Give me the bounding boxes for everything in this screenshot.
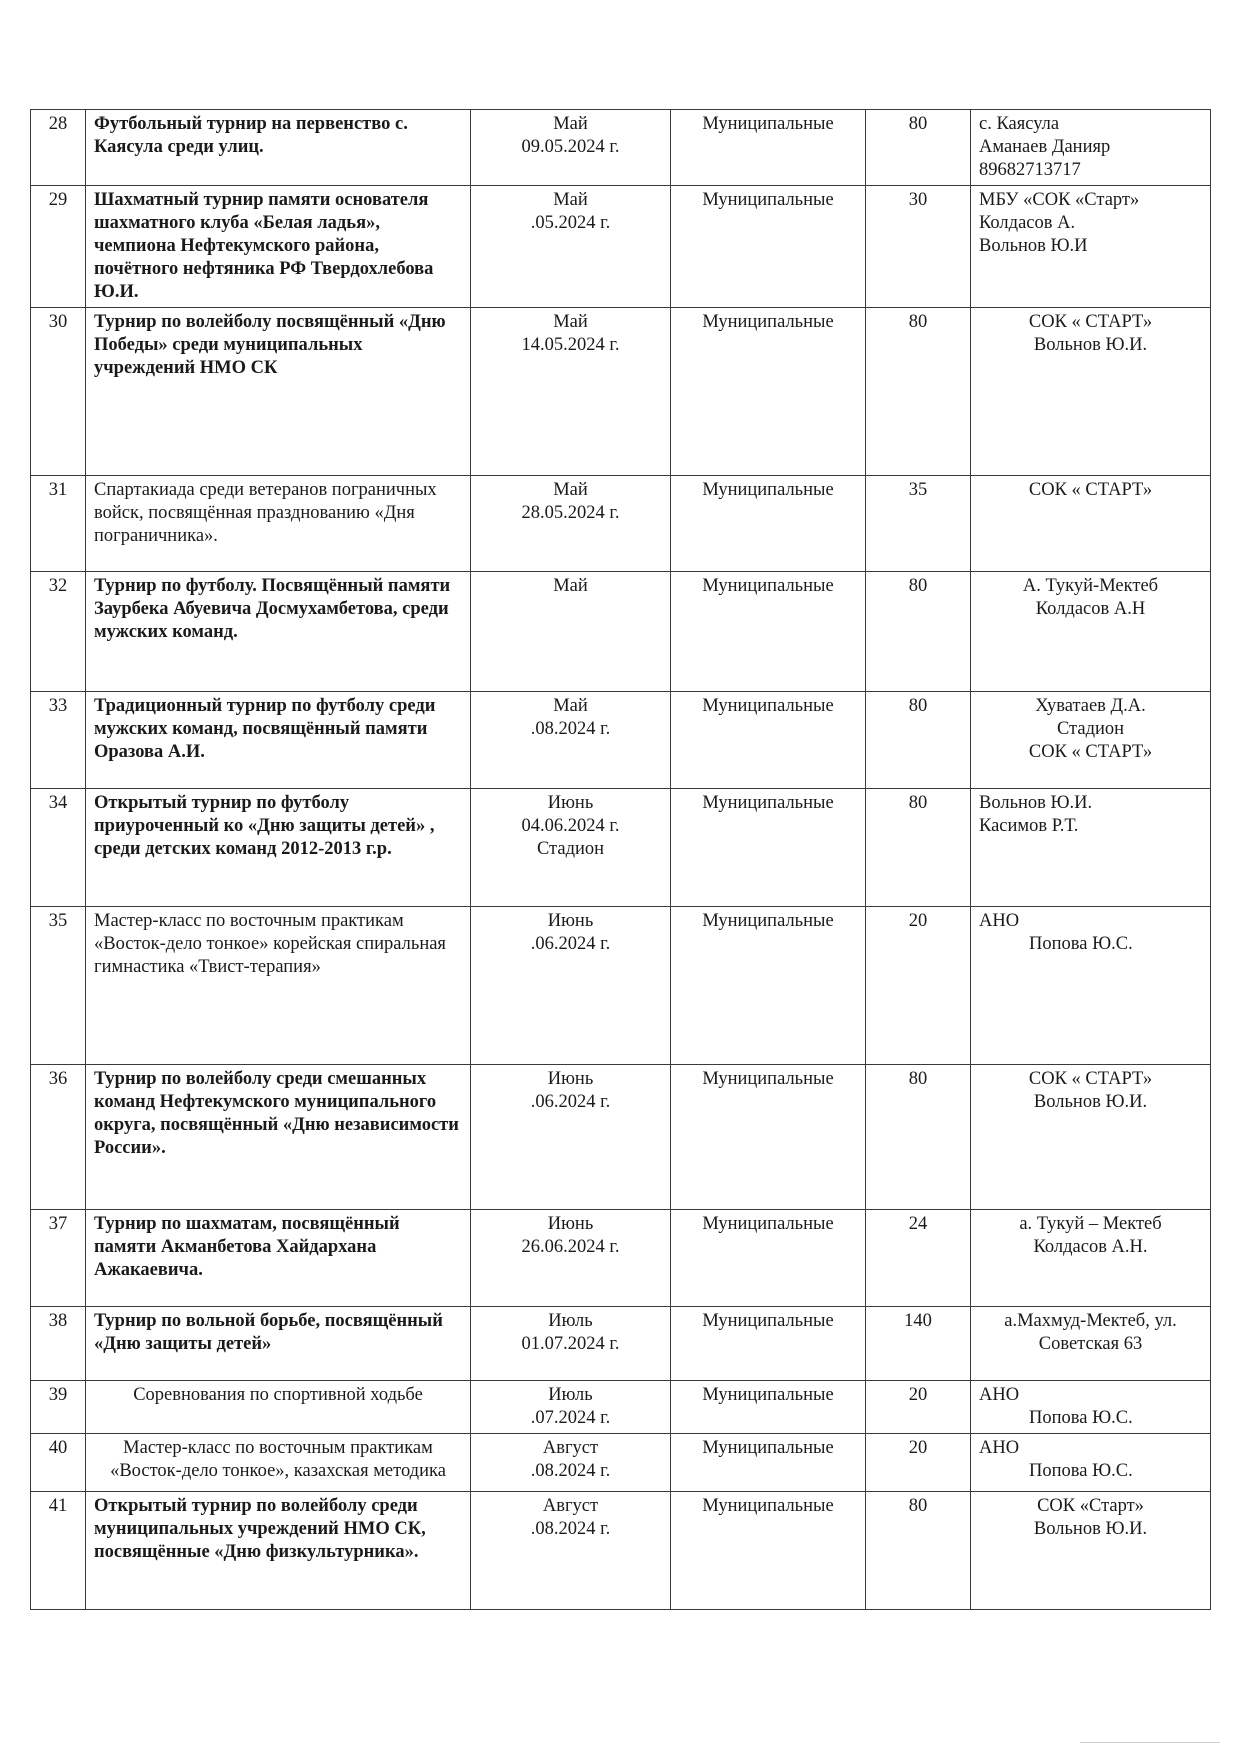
organizer-line: МБУ «СОК «Старт» <box>979 190 1140 210</box>
event-name-cell: Шахматный турнир памяти основателя шахматного клуба «Белая ладья», чемпиона Нефтекумского района, почётного нефтяника РФ Твердохлебова Ю.И. <box>86 186 471 308</box>
date-line: 26.06.2024 г. <box>521 1237 620 1257</box>
event-name-cell: Соревнования по спортивной ходьбе <box>86 1381 471 1434</box>
event-name-cell: Турнир по футболу. Посвящённый памяти Заурбека Абуевича Досмухамбетова, среди мужских команд. <box>86 572 471 692</box>
row-number-cell: 28 <box>31 110 86 186</box>
date-line: 14.05.2024 г. <box>521 335 620 355</box>
event-level-cell: Муниципальные <box>671 572 866 692</box>
table-row <box>31 1492 1211 1610</box>
date-line: Май <box>553 696 588 716</box>
event-date-cell <box>471 1307 671 1381</box>
date-line: Июнь <box>547 911 594 931</box>
participants-count-cell: 35 <box>866 476 971 572</box>
organizer-line: СОК «Старт» <box>1037 1496 1144 1516</box>
participants-count-cell: 80 <box>866 1492 971 1610</box>
organizer-line: Хуватаев Д.А. <box>1035 696 1146 716</box>
row-number-cell: 36 <box>31 1065 86 1210</box>
table-row <box>31 308 1211 476</box>
participants-count-cell: 80 <box>866 1065 971 1210</box>
scan-edge-line <box>1080 1742 1220 1743</box>
row-number-cell: 32 <box>31 572 86 692</box>
event-level-cell: Муниципальные <box>671 1065 866 1210</box>
organizer-cell <box>971 789 1211 907</box>
participants-count-cell: 30 <box>866 186 971 308</box>
event-date-cell <box>471 1381 671 1434</box>
organizer-line: а.Махмуд-Мектеб, ул. <box>1004 1311 1177 1331</box>
organizer-cell <box>971 110 1211 186</box>
event-level-cell: Муниципальные <box>671 1381 866 1434</box>
organizer-line: Касимов Р.Т. <box>979 816 1079 836</box>
organizer-line: АНО <box>979 911 1020 931</box>
event-date-cell <box>471 572 671 692</box>
participants-count-cell: 20 <box>866 1434 971 1492</box>
participants-count-cell: 80 <box>866 308 971 476</box>
event-date-cell <box>471 692 671 789</box>
date-line: Стадион <box>536 839 605 859</box>
participants-count-cell: 80 <box>866 110 971 186</box>
table-row <box>31 110 1211 186</box>
organizer-cell <box>971 1381 1211 1434</box>
organizer-cell <box>971 692 1211 789</box>
organizer-line: Вольнов Ю.И. <box>979 793 1093 813</box>
organizer-line: Вольнов Ю.И. <box>1033 1092 1148 1112</box>
organizer-line: СОК « СТАРТ» <box>1028 742 1153 762</box>
event-level-cell: Муниципальные <box>671 476 866 572</box>
organizer-line: Советская 63 <box>1038 1334 1143 1354</box>
date-line: 04.06.2024 г. <box>521 816 620 836</box>
organizer-line: Аманаев Данияр <box>979 137 1111 157</box>
date-line: .07.2024 г. <box>530 1408 611 1428</box>
date-line: Май <box>553 190 588 210</box>
organizer-cell <box>971 1065 1211 1210</box>
date-line: .05.2024 г. <box>530 213 611 233</box>
event-date-cell <box>471 110 671 186</box>
event-level-cell: Муниципальные <box>671 308 866 476</box>
date-line: Август <box>542 1496 599 1516</box>
event-name-cell: Турнир по вольной борьбе, посвящённый «Дню защиты детей» <box>86 1307 471 1381</box>
organizer-line: 89682713717 <box>979 160 1081 180</box>
date-line: Июнь <box>547 1069 594 1089</box>
row-number-cell: 34 <box>31 789 86 907</box>
table-row <box>31 907 1211 1065</box>
date-line: Июль <box>548 1311 593 1331</box>
organizer-cell <box>971 308 1211 476</box>
event-level-cell: Муниципальные <box>671 186 866 308</box>
organizer-line: АНО <box>979 1385 1020 1405</box>
organizer-line: Вольнов Ю.И. <box>1033 1519 1148 1539</box>
date-line: Июнь <box>547 1214 594 1234</box>
organizer-line: СОК « СТАРТ» <box>1028 1069 1153 1089</box>
date-line: .06.2024 г. <box>530 1092 611 1112</box>
organizer-line: Попова Ю.С. <box>1029 934 1133 954</box>
event-level-cell: Муниципальные <box>671 1434 866 1492</box>
event-level-cell: Муниципальные <box>671 1307 866 1381</box>
organizer-line: Попова Ю.С. <box>1029 1461 1133 1481</box>
table-row <box>31 789 1211 907</box>
event-date-cell <box>471 1434 671 1492</box>
event-date-cell <box>471 1210 671 1307</box>
participants-count-cell: 20 <box>866 907 971 1065</box>
organizer-line: СОК « СТАРТ» <box>1028 480 1153 500</box>
organizer-cell <box>971 1307 1211 1381</box>
table-row <box>31 692 1211 789</box>
table-row <box>31 1381 1211 1434</box>
date-line: .08.2024 г. <box>530 1519 611 1539</box>
row-number-cell: 35 <box>31 907 86 1065</box>
event-name-cell: Турнир по волейболу посвящённый «Дню Победы» среди муниципальных учреждений НМО СК <box>86 308 471 476</box>
event-level-cell: Муниципальные <box>671 110 866 186</box>
date-line: 28.05.2024 г. <box>521 503 620 523</box>
row-number-cell: 39 <box>31 1381 86 1434</box>
row-number-cell: 37 <box>31 1210 86 1307</box>
date-line: Май <box>553 312 588 332</box>
organizer-cell <box>971 1210 1211 1307</box>
organizer-cell <box>971 907 1211 1065</box>
event-level-cell: Муниципальные <box>671 1210 866 1307</box>
row-number-cell: 38 <box>31 1307 86 1381</box>
organizer-line: а. Тукуй – Мектеб <box>1019 1214 1162 1234</box>
events-schedule-table <box>30 109 1211 1610</box>
row-number-cell: 40 <box>31 1434 86 1492</box>
event-name-cell: Традиционный турнир по футболу среди мужских команд, посвящённый памяти Оразова А.И. <box>86 692 471 789</box>
organizer-line: Стадион <box>1056 719 1125 739</box>
date-line: 01.07.2024 г. <box>521 1334 620 1354</box>
event-date-cell <box>471 789 671 907</box>
row-number-cell: 31 <box>31 476 86 572</box>
date-line: .08.2024 г. <box>530 1461 611 1481</box>
organizer-line: АНО <box>979 1438 1020 1458</box>
row-number-cell: 33 <box>31 692 86 789</box>
event-level-cell: Муниципальные <box>671 692 866 789</box>
table-row <box>31 1065 1211 1210</box>
organizer-line: А. Тукуй-Мектеб <box>1022 576 1159 596</box>
date-line: .08.2024 г. <box>530 719 611 739</box>
organizer-line: с. Каясула <box>979 114 1060 134</box>
event-name-cell: Футбольный турнир на первенство с. Каясула среди улиц. <box>86 110 471 186</box>
event-name-cell: Турнир по шахматам, посвящённый памяти Акманбетова Хайдархана Ажакаевича. <box>86 1210 471 1307</box>
event-name-cell: Открытый турнир по футболу приуроченный ко «Дню защиты детей» , среди детских команд 2012-2013 г.р. <box>86 789 471 907</box>
organizer-cell <box>971 1492 1211 1610</box>
date-line: 09.05.2024 г. <box>521 137 620 157</box>
participants-count-cell: 20 <box>866 1381 971 1434</box>
table-row <box>31 476 1211 572</box>
participants-count-cell: 140 <box>866 1307 971 1381</box>
date-line: Май <box>553 576 588 596</box>
event-date-cell <box>471 186 671 308</box>
event-name-cell: Мастер-класс по восточным практикам «Восток-дело тонкое», казахская методика <box>86 1434 471 1492</box>
event-date-cell <box>471 1492 671 1610</box>
organizer-line: Попова Ю.С. <box>1029 1408 1133 1428</box>
organizer-cell <box>971 476 1211 572</box>
organizer-line: Вольнов Ю.И <box>979 236 1088 256</box>
event-level-cell: Муниципальные <box>671 907 866 1065</box>
date-line: Август <box>542 1438 599 1458</box>
date-line: Июнь <box>547 793 594 813</box>
event-date-cell <box>471 476 671 572</box>
row-number-cell: 41 <box>31 1492 86 1610</box>
organizer-cell <box>971 186 1211 308</box>
table-row <box>31 1307 1211 1381</box>
row-number-cell: 30 <box>31 308 86 476</box>
organizer-line: Колдасов А.Н <box>1035 599 1146 619</box>
organizer-line: СОК « СТАРТ» <box>1028 312 1153 332</box>
organizer-cell <box>971 1434 1211 1492</box>
table-row <box>31 186 1211 308</box>
participants-count-cell: 24 <box>866 1210 971 1307</box>
date-line: Май <box>553 114 588 134</box>
organizer-cell <box>971 572 1211 692</box>
organizer-line: Колдасов А. <box>979 213 1076 233</box>
date-line: Июль <box>548 1385 593 1405</box>
event-name-cell: Открытый турнир по волейболу среди муниципальных учреждений НМО СК, посвящённые «Дню физкультурника». <box>86 1492 471 1610</box>
event-date-cell <box>471 308 671 476</box>
participants-count-cell: 80 <box>866 789 971 907</box>
event-level-cell: Муниципальные <box>671 789 866 907</box>
date-line: Май <box>553 480 588 500</box>
event-date-cell <box>471 907 671 1065</box>
row-number-cell: 29 <box>31 186 86 308</box>
event-name-cell: Турнир по волейболу среди смешанных команд Нефтекумского муниципального округа, посвящённый «Дню независимости России». <box>86 1065 471 1210</box>
table-row <box>31 1434 1211 1492</box>
organizer-line: Вольнов Ю.И. <box>1033 335 1148 355</box>
event-name-cell: Спартакиада среди ветеранов пограничных войск, посвящённая празднованию «Дня пограничника». <box>86 476 471 572</box>
organizer-line: Колдасов А.Н. <box>1033 1237 1148 1257</box>
event-date-cell <box>471 1065 671 1210</box>
table-row <box>31 572 1211 692</box>
event-level-cell: Муниципальные <box>671 1492 866 1610</box>
date-line: .06.2024 г. <box>530 934 611 954</box>
table-row <box>31 1210 1211 1307</box>
event-name-cell: Мастер-класс по восточным практикам «Восток-дело тонкое» корейская спиральная гимнастика «Твист-терапия» <box>86 907 471 1065</box>
participants-count-cell: 80 <box>866 572 971 692</box>
participants-count-cell: 80 <box>866 692 971 789</box>
